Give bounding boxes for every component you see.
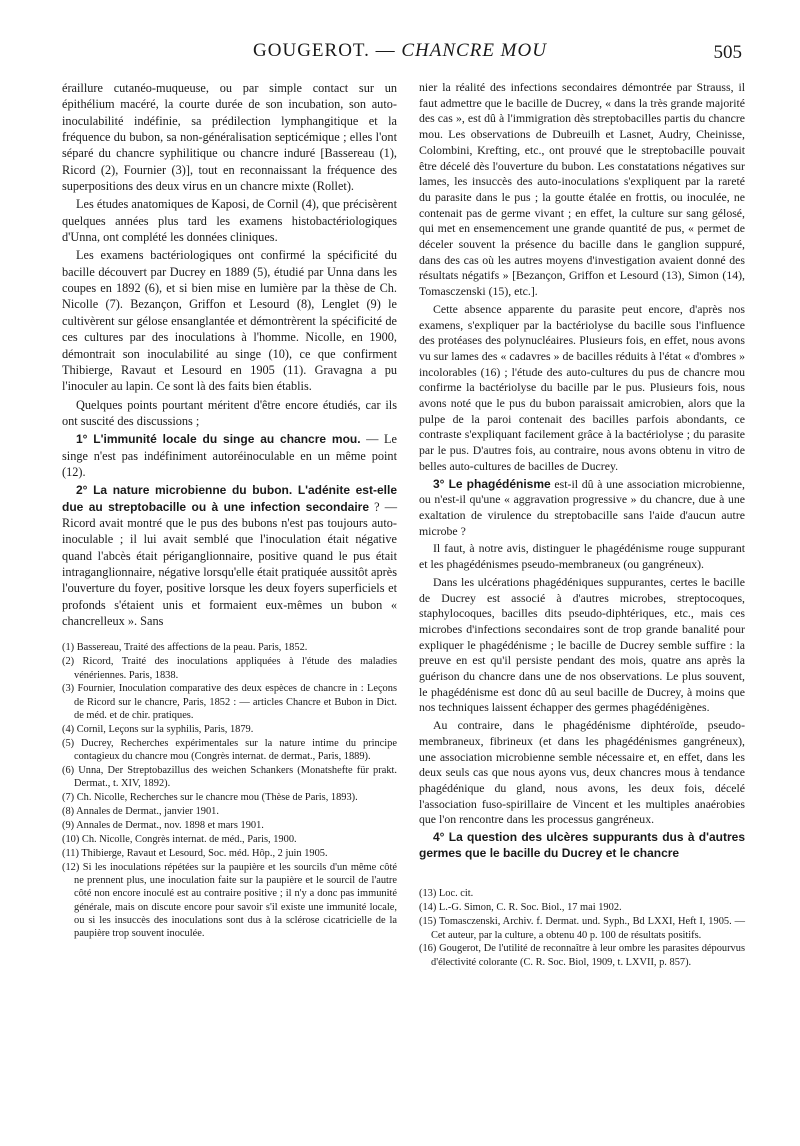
paragraph: Dans les ulcérations phagédéniques suppurantes, certes le bacille de Ducrey est associé à d'autres microbes, streptocoques, staphylocoques, bacilles dits pseudo-diphtériques, etc., mais ces microbes d'infections secondaires sont de trop grande banalité pour expliquer le phagédénisme ; le bacille de Ducrey semble suffire : la preuve en est qu'il persiste pendant des mois, quatre ans après la guérison du chancre dans une de nos observations. Le plus souvent, le phagédénisme est donc dû au seul bacille de Ducrey, à moins que nos techniques laissent échapper des germes phagédénigènes. — [419, 574, 745, 715]
footnote: (13) Loc. cit. — [419, 888, 474, 900]
paragraph: nier la réalité des infections secondaires démontrée par Strauss, il faut admettre que le bacille de Ducrey, « dans la très grande majorité des cas », est dû à l'immigration dès streptobacilles partis du chancre mou. Les observations de Dubreuilh et Lasnet, Audry, Cheinisse, Colombini, Krefting, etc., ont prouvé que le streptobacille pouvait être décelé dès l'ouverture du bubon. Les constatations négatives sur lames, les insuccès des auto-inoculations s'expliquent par la rareté du parasite dans le pus ; la goutte étalée en frottis, ou inoculée, ne contenait pas de germe vivant ; en effet, la culture sur sang gélosé, qui met en ensemencement une grande quantité de pus, « permet de déceler souvent la présence du bacille dans le ganglion suppuré, dans des cas où les autres moyens d'investigation avaient donné des résultats négatifs » [Bezançon, Griffon et Lesourd (13), Simon (14), Tomasczenski (15), etc.]. — [419, 80, 745, 299]
running-title — [0, 40, 800, 62]
paragraph: Il faut, à notre avis, distinguer le phagédénisme rouge suppurant et les phagédénismes pseudo-membraneux (ou gangréneux). — [419, 541, 745, 572]
section-4 — [419, 830, 745, 861]
footnote: (12) Si les inoculations répétées sur la paupière et les sourcils d'un même côté ne prennent plus, une inoculation faite sur la paupière et le sourcil de l'autre côté non encore inoculé est au contraire positive ; il n'y a donc pas immunité générale, mais on discute encore pour savoir s'il existe une immunité locale, ou si les insuccès des inoculations sont dus à la sclérose cicatricielle de la paupière trop souvent inoculée. — [62, 861, 397, 940]
section-heading: 2° La nature microbienne du bubon. L'adénite est-elle due au streptobacille ou à une infection secondaire — [62, 483, 397, 514]
running-title-author: GOUGEROT. — — [253, 40, 396, 61]
section-3 — [419, 477, 745, 540]
right-column — [419, 80, 745, 969]
footnote: (7) Ch. Nicolle, Recherches sur le chancre mou (Thèse de Paris, 1893). — [62, 792, 358, 804]
footnote: (10) Ch. Nicolle, Congrès internat. de méd., Paris, 1900. — [62, 833, 297, 845]
footnote: (1) Bassereau, Traité des affections de la peau. Paris, 1852. — [62, 642, 308, 654]
paragraph: Les examens bactériologiques ont confirmé la spécificité du bacille découvert par Ducrey en 1889 (5), étudié par Unna dans les coupes en 1892 (6), et si bien mise en lumière par la thèse de Ch. Nicolle (7). Bezançon, Griffon et Lesourd (8), Lenglet (9) le cultivèrent sur gélose ensanglantée et démontrèrent la spécificité de ces cultures par des inoculations à l'homme. Nicolle, en 1900, démontrait son inoculabilité au singe (10), ce que confirment Thibierge, Ravaut et Lesourd en 1905 (11). Gravagna a pu l'inoculer au lapin. Ce sont là des faits bien établis. — [62, 248, 397, 394]
footnotes-left — [62, 641, 397, 940]
footnote: (15) Tomasczenski, Archiv. f. Dermat. und. Syph., Bd LXXI, Heft I, 1905. — Cet auteur, par la culture, a obtenu 40 p. 100 de résultats positifs. — [419, 916, 745, 941]
paragraph: Au contraire, dans le phagédénisme diphtéroïde, pseudo-membraneux, fibrineux (et dans les phagédénismes gangréneux), une association microbienne semble nécessaire et, en effet, dans les deux seuls cas que nous ayons vus, deux chancres mous à tendance phagédénique du gland, nous avons, les deux fois, décelé l'association fuso-spirillaire de Vincent et les multiples anaérobies que l'on rencontre dans les processus gangréneux. — [419, 718, 745, 827]
footnote: (3) Fournier, Inoculation comparative des deux espèces de chancre in : Leçons de Ricord sur le chancre, Paris, 1852 : — articles Chancre et Bubon in Dict. de méd. et de chir. pratiques. — [62, 683, 397, 722]
section-text: est-il dû à une association microbienne, ou n'est-il qu'une « aggravation progressive » du chancre, due à une exaltation de virulence du streptobacille sans l'aide d'aucun autre microbe ? — [419, 476, 745, 538]
page-number: 505 — [713, 42, 742, 63]
running-header — [0, 40, 800, 70]
footnotes-right — [419, 887, 745, 969]
left-column — [62, 80, 397, 940]
paragraph: éraillure cutanéo-muqueuse, ou par simple contact sur un épithélium macéré, la courte durée de son incubation, son auto-inoculabilité indéfinie, sa prédilection lymphangitique et la fréquence du bubon, sa non-généralisation septicémique ; elles l'ont séparé du chancre syphilitique ou chancre induré [Bassereau (1), Ricord (2), Fournier (3)], tout en reconnaissant la fréquence des superpositions des deux virus en un chancre mixte (Rollet). — [62, 81, 397, 194]
footnote: (4) Cornil, Leçons sur la syphilis, Paris, 1879. — [62, 723, 254, 735]
section-2 — [62, 482, 397, 629]
footnote: (5) Ducrey, Recherches expérimentales sur la nature intime du principe contagieux du chancre mou (Congrès internat. de dermat., Paris, 1889). — [62, 737, 397, 763]
section-heading: 1° L'immunité locale du singe au chancre mou. — [76, 432, 361, 447]
running-title-subject: CHANCRE MOU — [401, 40, 547, 61]
paragraph: Les études anatomiques de Kaposi, de Cornil (4), que précisèrent quelques années plus tard les examens histobactériologiques d'Unna, ont complété les données cliniques. — [62, 197, 397, 245]
footnote: (14) L.-G. Simon, C. R. Soc. Biol., 17 mai 1902. — [419, 902, 622, 914]
footnote: (6) Unna, Der Streptobazillus des weichen Schankers (Monatshefte für prakt. Dermat., t. XIV, 1892). — [62, 764, 397, 790]
section-text: — Le singe n'est pas indéfiniment autoréinoculable en un même point (12). — [62, 432, 397, 479]
section-text: ? — Ricord avait montré que le pus des bubons n'est pas toujours auto-inoculable ; il lui avait semblé que l'inoculation était négative quand l'abcès était périganglionnaire, positive quand le pus était intraganglionnaire, négative lorsqu'elle était pratiquée aussitôt après l'ouverture du foyer, positive lorsque les deux foyers superficiels et profonds s'étaient unis et formaient eux-mêmes un bubon « chancrelleux ». Sans — [62, 499, 397, 628]
section-heading: 4° La question des ulcères suppurants dus à d'autres germes que le bacille du Ducrey et le chancre — [419, 830, 745, 860]
footnote: (11) Thibierge, Ravaut et Lesourd, Soc. méd. Hôp., 2 juin 1905. — [62, 847, 328, 859]
footnote: (16) Gougerot, De l'utilité de reconnaître à leur ombre les parasites dépourvus d'électivité colorante (C. R. Soc. Biol, 1909, t. LXVII, p. 857). — [419, 943, 745, 968]
footnote: (8) Annales de Dermat., janvier 1901. — [62, 806, 219, 818]
footnote: (9) Annales de Dermat., nov. 1898 et mars 1901. — [62, 819, 264, 831]
paragraph: Cette absence apparente du parasite peut encore, d'après nos examens, s'expliquer par la bactériolyse du bacille sous l'influence des protéases des polynucléaires. Plusieurs fois, en effet, nous avons vu sur lames des « cadavres » de bacilles réduits à l'état « d'ombres » incolorables (16) ; l'étude des auto-cultures du pus de chancre mou confirme la bactériolyse du bacille par le pus. Plusieurs fois, nous avons noté que le pus du bubon paraissait amicrobien, alors que la pulpe de la paroi contenait des bacilles parfois abondants, ce contraste s'expliquant facilement grâce à la bactériolyse ; du parasite par le pus. D'autres fois, au contraire, nous avons obtenu in vitro de belles auto-cultures de bacilles de Ducrey. — [419, 301, 745, 473]
footnote: (2) Ricord, Traité des inoculations appliquées à l'étude des maladies vénériennes. Paris, 1838. — [62, 656, 397, 681]
section-1 — [62, 431, 397, 480]
paragraph: Quelques points pourtant méritent d'être encore étudiés, car ils ont suscité des discussions ; — [62, 397, 397, 428]
section-heading: 3° Le phagédénisme — [433, 476, 551, 491]
